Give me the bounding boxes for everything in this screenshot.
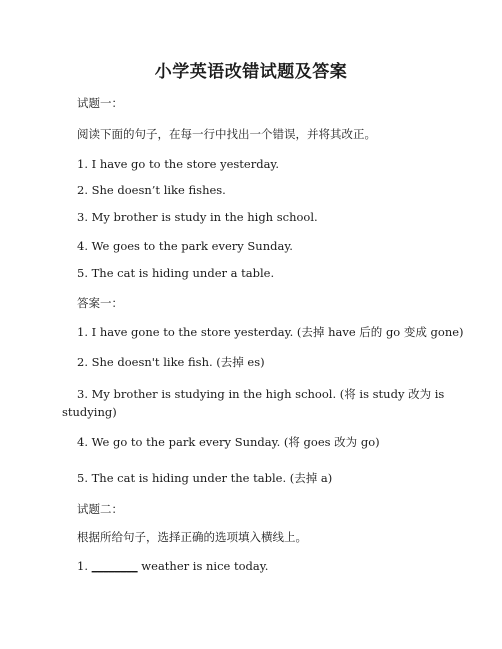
question-item-5: 5. The cat is hiding under a table. <box>77 266 275 280</box>
question-item-2: 2. She doesn’t like fishes. <box>77 183 226 197</box>
question-item-3: 3. My brother is study in the high school. <box>77 210 318 224</box>
section2-item-1 <box>77 559 472 574</box>
question-item-4: 4. We goes to the park every Sunday. <box>77 239 293 253</box>
answer-item-1: 1. I have gone to the store yesterday. (去掉 have 后的 go 变成 gone) <box>77 325 464 339</box>
section1-heading: 试题一： <box>77 96 123 110</box>
answer-item-5: 5. The cat is hiding under the table. (去掉 a) <box>77 471 333 485</box>
document-title: 小学英语改错试题及答案 <box>154 62 348 82</box>
answer1-heading: 答案一： <box>77 296 123 310</box>
section2-heading: 试题二： <box>77 502 123 516</box>
section2-instruction: 根据所给句子，选择正确的选项填入横线上。 <box>77 530 307 544</box>
answer-item-4: 4. We go to the park every Sunday. (将 goes 改为 go) <box>77 435 380 449</box>
section1-instruction: 阅读下面的句子，在每一行中找出一个错误，并将其改正。 <box>77 127 376 141</box>
item-number: 1. <box>77 559 92 573</box>
item-text: weather is nice today. <box>137 559 269 573</box>
answer-item-2: 2. She doesn't like fish. (去掉 es) <box>77 355 265 369</box>
fill-blank: ________ <box>91 559 138 573</box>
answer-item-3: 3. My brother is studying in the high school. (将 is study 改为 is studying) <box>62 387 445 419</box>
question-item-1: 1. I have go to the store yesterday. <box>77 157 280 171</box>
